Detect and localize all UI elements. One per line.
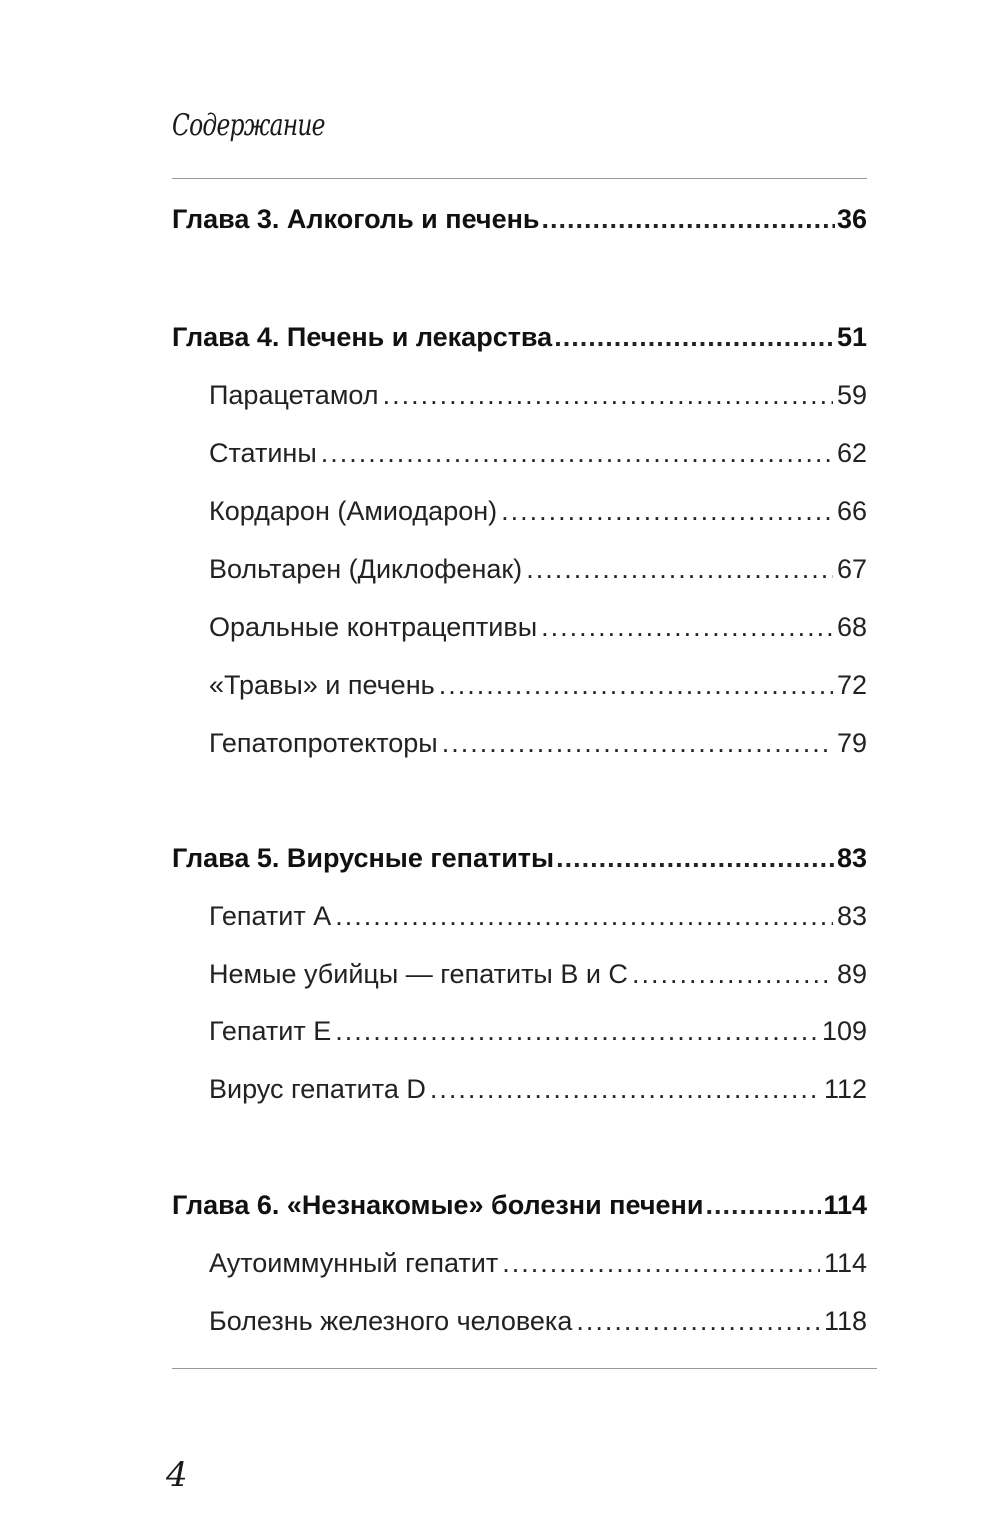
toc-chapter-title: Глава 3. Алкоголь и печень [172,204,540,234]
toc-section-title: Гепатит Е [209,1016,332,1046]
toc-leader-dots [542,204,835,235]
toc-section-item[interactable] [209,612,867,643]
toc-section-item[interactable] [209,959,867,990]
toc-section-item[interactable] [209,380,867,411]
toc-section-title: Болезнь железного человека [209,1306,573,1336]
toc-chapter-6[interactable] [172,1190,867,1221]
toc-page-number: 62 [836,438,867,468]
toc-section-item[interactable] [209,670,867,701]
toc-leader-dots [632,959,833,990]
toc-chapter-title: Глава 5. Вирусные гепатиты [172,843,555,873]
toc-leader-dots [556,843,835,874]
toc-section-title: Немые убийцы — гепатиты В и С [209,959,628,989]
toc-chapter-title: Глава 6. «Незнакомые» болезни печени [172,1190,704,1220]
toc-page-number: 118 [823,1306,867,1336]
toc-page-number: 79 [836,728,867,758]
page-number: 4 [166,1455,188,1495]
toc-leader-dots [335,1016,818,1047]
toc-page-number: 67 [836,554,867,584]
toc-page-number: 114 [823,1248,867,1278]
toc-page-number: 36 [836,204,867,234]
toc-leader-dots [430,1074,820,1105]
toc-section-item[interactable] [209,1074,867,1105]
toc-section-item[interactable] [209,1306,867,1337]
toc-page-number: 59 [836,380,867,410]
toc-section-item[interactable] [209,496,867,527]
toc-chapter-title: Глава 4. Печень и лекарства [172,322,553,352]
page-header-title: Содержание [172,108,325,143]
toc-leader-dots [502,1248,820,1279]
toc-section-item[interactable] [209,438,867,469]
toc-section-item[interactable] [209,728,867,759]
footer-divider [172,1368,877,1369]
toc-leader-dots [439,670,833,701]
toc-page-number: 66 [836,496,867,526]
toc-section-title: Гепатопротекторы [209,728,438,758]
toc-page-number: 72 [836,670,867,700]
toc-leader-dots [321,438,833,469]
toc-leader-dots [335,901,833,932]
toc-section-item[interactable] [209,554,867,585]
toc-section-title: Оральные контрацептивы [209,612,538,642]
toc-leader-dots [383,380,833,411]
toc-page-number: 51 [836,322,867,352]
toc-page-number: 109 [821,1016,867,1046]
toc-page-number: 89 [836,959,867,989]
toc-chapter-4[interactable] [172,322,867,353]
toc-chapter-3[interactable] [172,204,867,235]
toc-section-item[interactable] [209,1248,867,1279]
toc-leader-dots [554,322,835,353]
toc-page-number: 68 [836,612,867,642]
toc-section-item[interactable] [209,1016,867,1047]
toc-page-number: 114 [823,1190,867,1220]
toc-section-title: Аутоиммунный гепатит [209,1248,499,1278]
toc-section-title: Вирус гепатита D [209,1074,426,1104]
toc-section-title: Вольтарен (Диклофенак) [209,554,523,584]
toc-section-title: «Травы» и печень [209,670,435,700]
toc-page-number: 83 [836,901,867,931]
toc-section-title: Парацетамол [209,380,379,410]
toc-section-title: Статины [209,438,317,468]
toc-section-title: Гепатит А [209,901,332,931]
toc-section-item[interactable] [209,901,867,932]
toc-leader-dots [442,728,833,759]
toc-page-number: 83 [836,843,867,873]
toc-chapter-5[interactable] [172,843,867,874]
toc-leader-dots [501,496,833,527]
header-divider [172,178,867,179]
toc-leader-dots [576,1306,820,1337]
toc-leader-dots [526,554,833,585]
toc-leader-dots [541,612,833,643]
toc-section-title: Кордарон (Амиодарон) [209,496,498,526]
toc-leader-dots [705,1190,821,1221]
toc-page-number: 112 [823,1074,867,1104]
